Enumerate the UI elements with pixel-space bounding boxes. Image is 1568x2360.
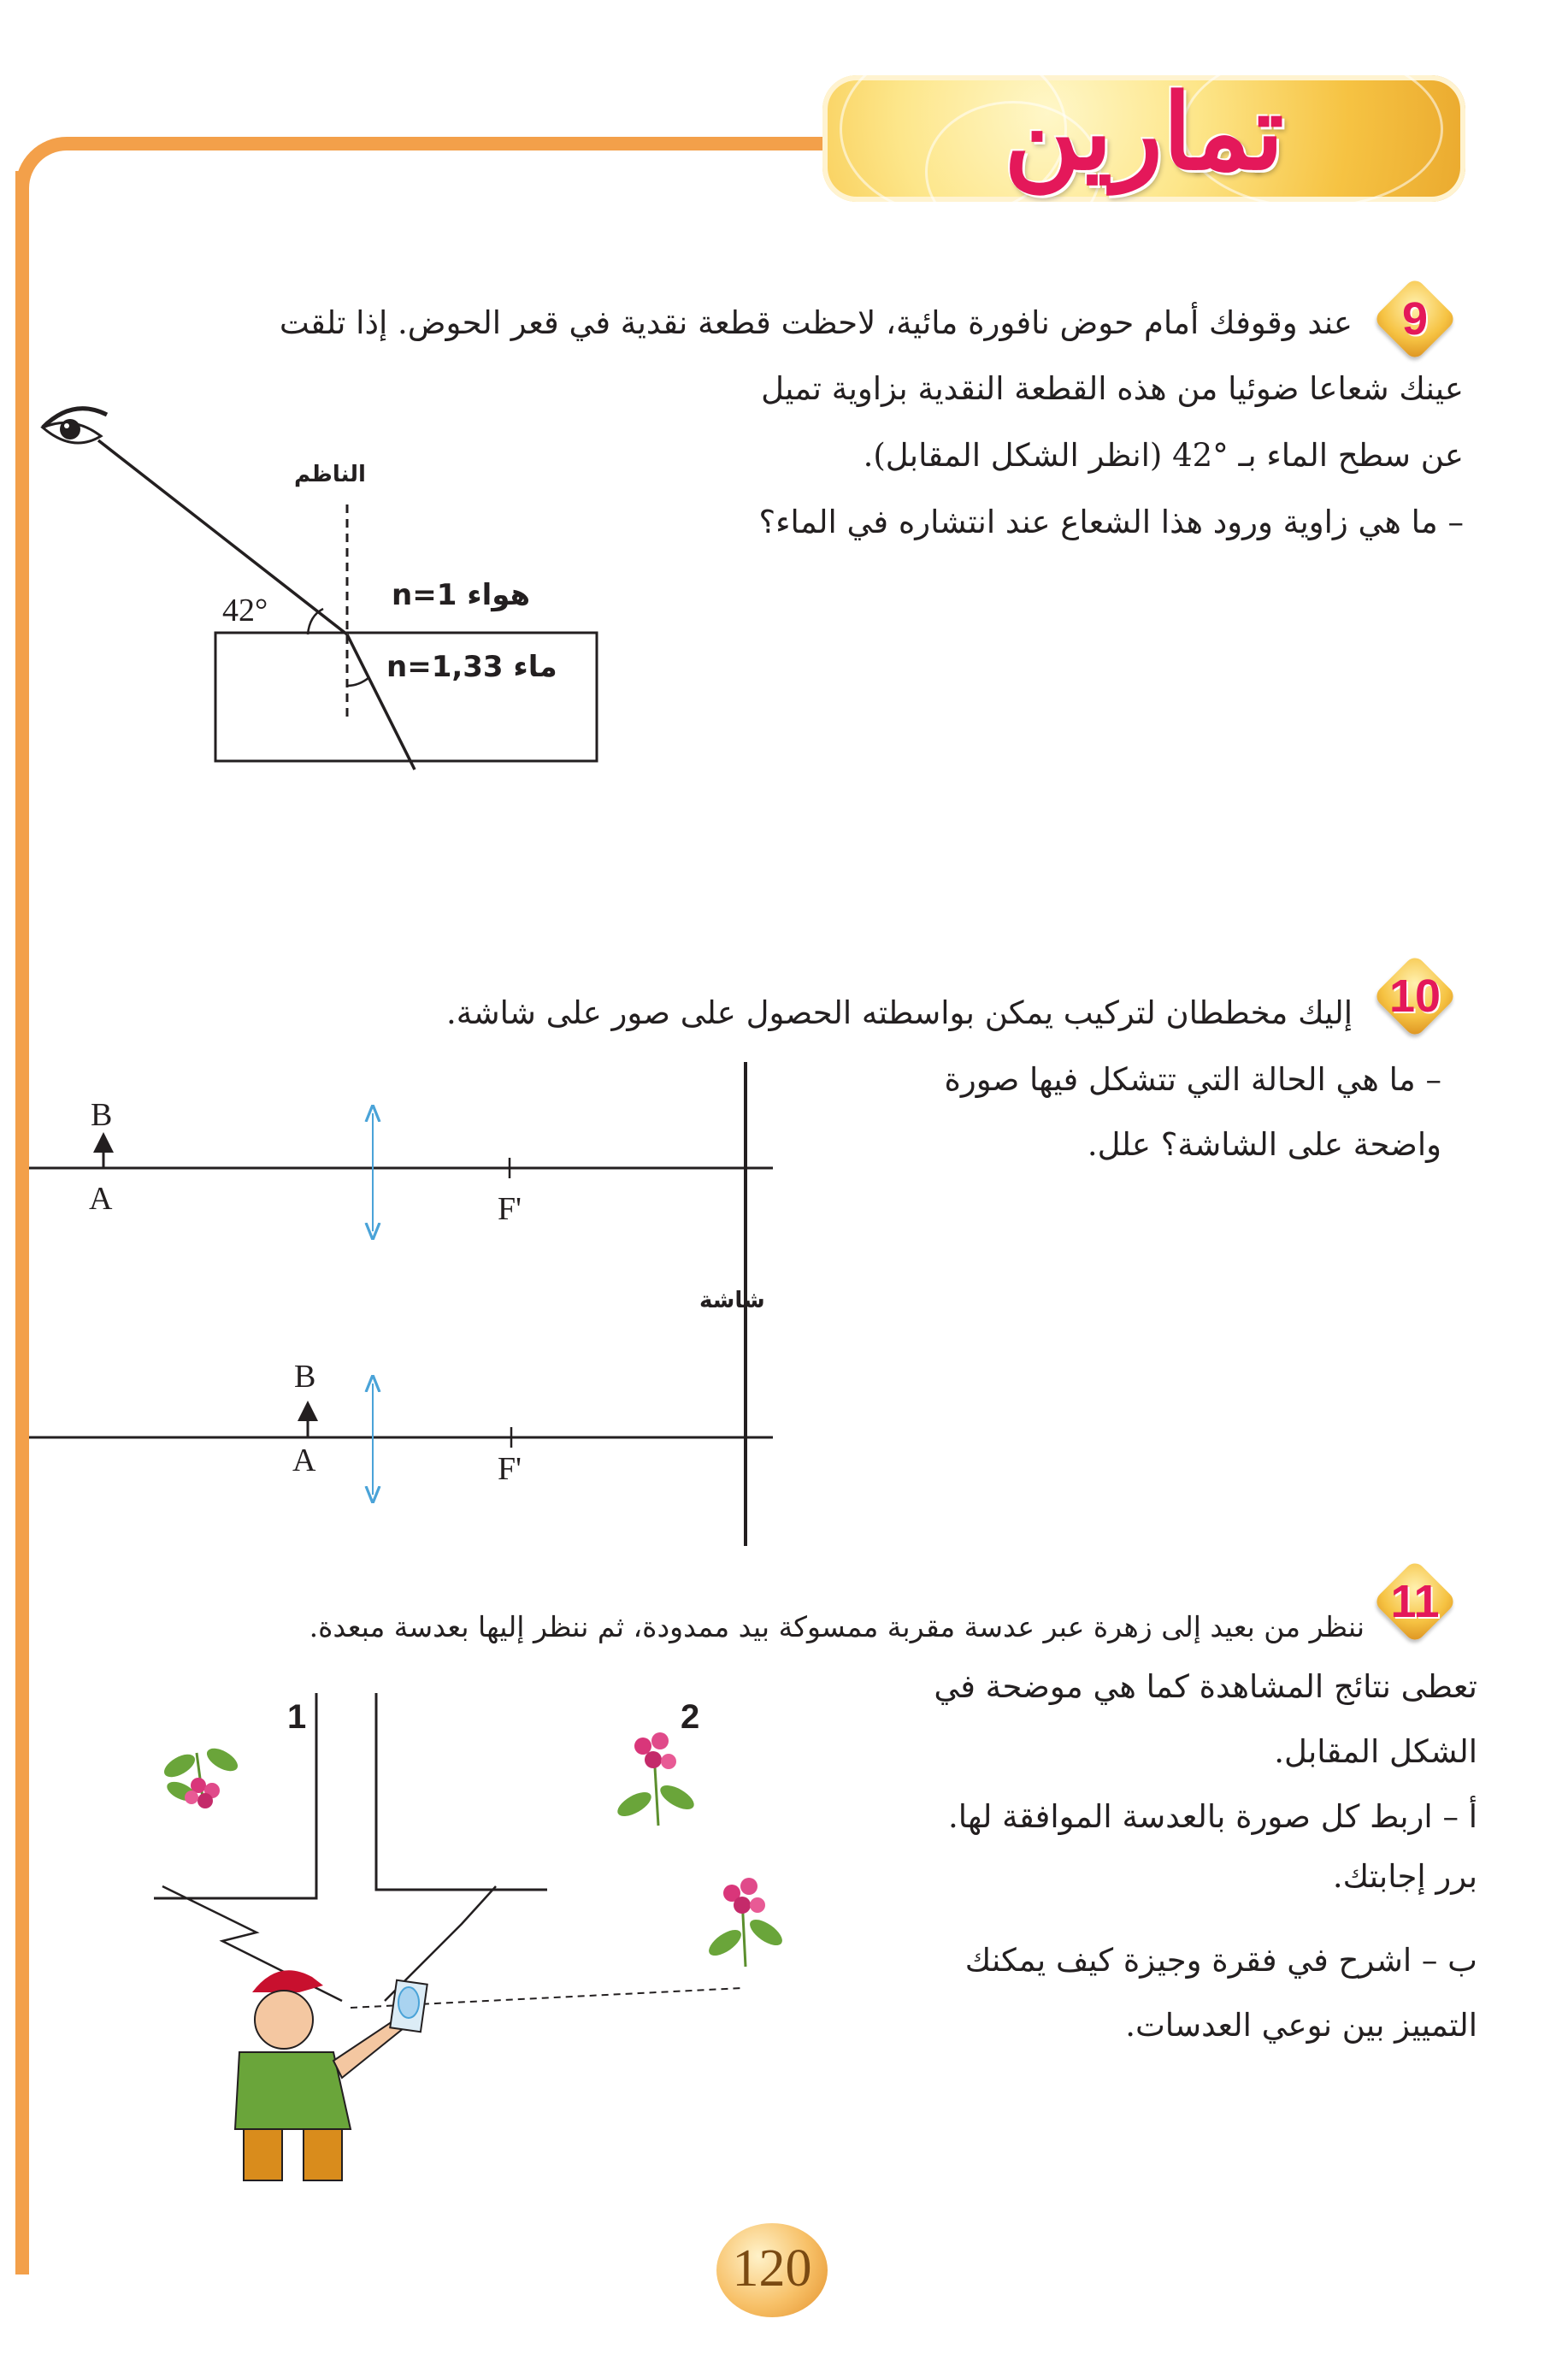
page-number-badge [716,2223,828,2317]
page-title: تمارين [1004,75,1284,193]
page-number: 120 [732,2239,812,2298]
exercise-11-line-7: التمييز بين نوعي العدسات. [1125,2007,1477,2044]
object-2-base-label: A [292,1443,316,1478]
exercise-10-line-1: إليك مخططان لتركيب يمكن بواسطته الحصول على صور على شاشة. [445,994,1353,1031]
magnifier-lens-icon [390,1980,427,2032]
screen-label: شاشة [699,1288,765,1313]
exercise-9-line-3: عن سطح الماء بـ °42 (انظر الشكل المقابل). [863,437,1464,474]
exercise-10-line-2: – ما هي الحالة التي تتشكل فيها صورة [944,1061,1441,1098]
water-index-label: n=1,33 ماء [386,650,557,684]
exercise-11-line-3: الشكل المقابل. [1274,1733,1477,1770]
person-with-magnifier [235,1970,404,2180]
exercise-11-number: 11 [1390,1576,1440,1627]
exercise-10-number: 10 [1388,971,1441,1022]
view-2-label: 2 [681,1698,700,1736]
exercise-9-line-1: عند وقوفك أمام حوض نافورة مائية، لاحظت قطعة نقدية في قعر الحوض. إذا تلقت [279,304,1353,341]
flower-object [704,1878,787,1967]
exercise-10-line-3: واضحة على الشاشة؟ علل. [1087,1126,1441,1163]
exercise-11-line-2: تعطى نتائج المشاهدة كما هي موضحة في [934,1668,1477,1705]
normal-label: الناظم [294,462,366,487]
title-banner [822,75,1465,202]
exercise-11-badge [1378,1565,1452,1638]
exercise-9-number: 9 [1401,293,1429,345]
magnifier-illustration [103,1684,804,2189]
object-2-top-label: B [294,1359,316,1395]
view-1-label: 1 [287,1698,307,1736]
flower-view-2 [614,1732,698,1826]
view-2-frame [376,1693,547,1890]
object-1-top-label: B [91,1097,113,1133]
eye-icon [43,409,107,443]
exercise-9-line-2: عينك شعاعا ضوئيا من هذه القطعة النقدية بزاوية تميل [761,370,1464,407]
air-index-label: n=1 هواء [392,578,531,612]
exercise-10-badge [1378,959,1452,1033]
exercise-11-line-6: ب – اشرح في فقرة وجيزة كيف يمكنك [964,1942,1477,1979]
lens-setup-diagram [0,1052,787,1565]
page-frame-top [15,137,836,188]
object-1-base-label: A [89,1181,113,1217]
refraction-diagram [0,368,650,778]
exercise-11-line-1: ننظر من بعيد إلى زهرة عبر عدسة مقربة ممسوكة بيد ممدودة، ثم ننظر إليها بعدسة مبعدة. [309,1610,1365,1643]
flower-view-1 [161,1743,242,1808]
exercise-11-line-4: أ – اربط كل صورة بالعدسة الموافقة لها. [948,1798,1477,1835]
incidence-arc [347,677,369,686]
focus-1-label: F' [498,1191,522,1227]
angle-label: 42° [222,593,268,628]
exercise-9-badge [1378,282,1452,356]
exercise-9-line-4: – ما هي زاوية ورود هذا الشعاع عند انتشاره في الماء؟ [758,504,1464,540]
focus-2-label: F' [498,1451,522,1487]
exercise-11-line-5: برر إجابتك. [1332,1858,1477,1895]
